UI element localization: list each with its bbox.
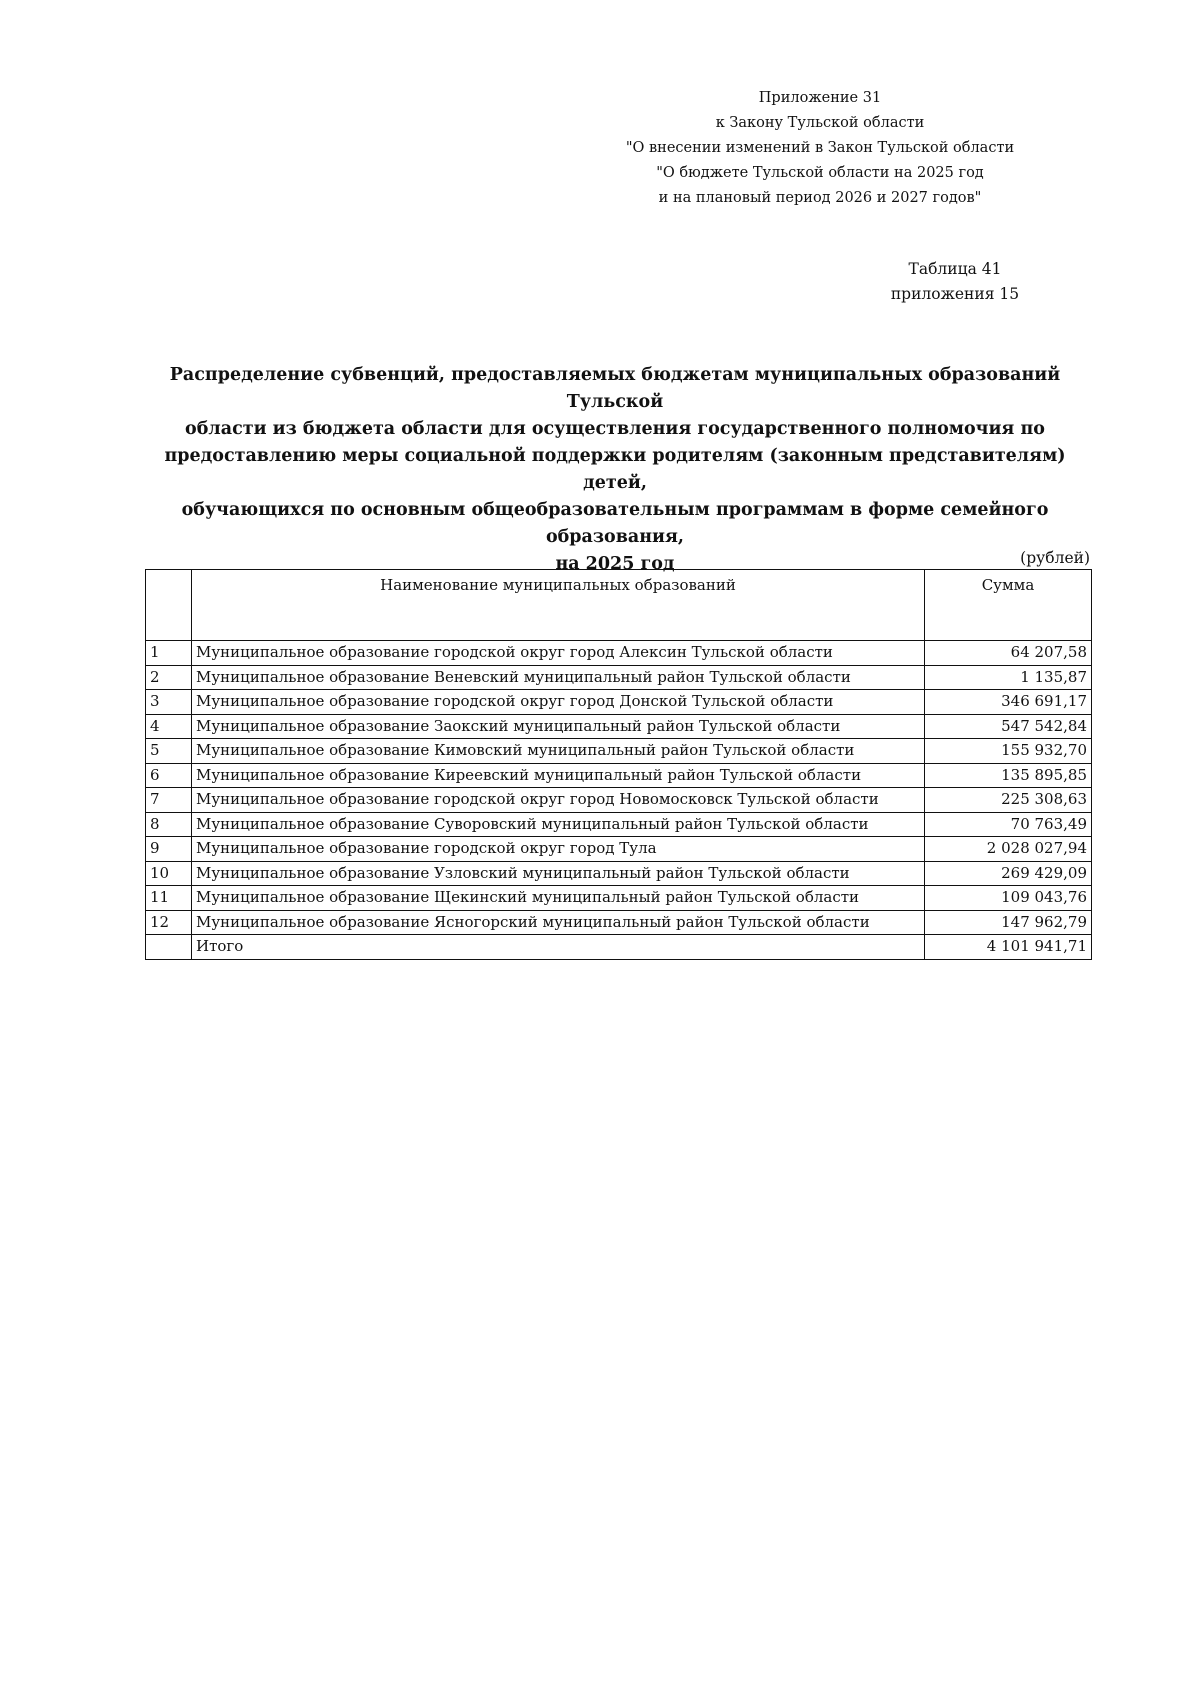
table-row: [146, 763, 1092, 788]
row-sum: 155 932,70: [925, 739, 1092, 764]
row-number: 11: [146, 886, 192, 911]
row-number: 9: [146, 837, 192, 862]
appendix-line-5: и на плановый период 2026 и 2027 годов": [658, 190, 982, 206]
row-name: Муниципальное образование Щекинский муниципальный район Тульской области: [192, 886, 925, 911]
row-name: Муниципальное образование городской округ город Новомосковск Тульской области: [192, 788, 925, 813]
row-number: 8: [146, 812, 192, 837]
header-sum: Сумма: [925, 570, 1092, 641]
row-name: Муниципальное образование Киреевский муниципальный район Тульской области: [192, 763, 925, 788]
row-sum: 1 135,87: [925, 665, 1092, 690]
table-ref-line-1: Таблица 41: [908, 260, 1002, 278]
title-line-3: предоставлению меры социальной поддержки родителям (законным представителям) детей,: [164, 446, 1066, 493]
row-sum: 135 895,85: [925, 763, 1092, 788]
table-row: [146, 641, 1092, 666]
table-total-row: [146, 935, 1092, 960]
row-sum: 64 207,58: [925, 641, 1092, 666]
row-name: Муниципальное образование Заокский муниципальный район Тульской области: [192, 714, 925, 739]
total-sum: 4 101 941,71: [925, 935, 1092, 960]
row-sum: 547 542,84: [925, 714, 1092, 739]
table-row: [146, 788, 1092, 813]
table-row: [146, 910, 1092, 935]
table-row: [146, 665, 1092, 690]
row-sum: 225 308,63: [925, 788, 1092, 813]
header-name: Наименование муниципальных образований: [192, 570, 925, 641]
header-number: [146, 570, 192, 641]
table-row: [146, 812, 1092, 837]
title-line-5: на 2025 год: [555, 554, 675, 574]
row-sum: 147 962,79: [925, 910, 1092, 935]
row-number: 12: [146, 910, 192, 935]
row-name: Муниципальное образование Суворовский муниципальный район Тульской области: [192, 812, 925, 837]
table-row: [146, 861, 1092, 886]
total-number: [146, 935, 192, 960]
appendix-header: [560, 86, 1080, 211]
row-name: Муниципальное образование Веневский муниципальный район Тульской области: [192, 665, 925, 690]
row-sum: 346 691,17: [925, 690, 1092, 715]
row-name: Муниципальное образование Ясногорский муниципальный район Тульской области: [192, 910, 925, 935]
table-row: [146, 837, 1092, 862]
table-ref-line-2: приложения 15: [890, 285, 1020, 303]
row-name: Муниципальное образование городской округ город Алексин Тульской области: [192, 641, 925, 666]
row-name: Муниципальное образование Кимовский муниципальный район Тульской области: [192, 739, 925, 764]
row-number: 10: [146, 861, 192, 886]
row-name: Муниципальное образование городской округ город Донской Тульской области: [192, 690, 925, 715]
row-sum: 2 028 027,94: [925, 837, 1092, 862]
subvention-table: [145, 569, 1092, 960]
table-row: [146, 714, 1092, 739]
appendix-line-1: Приложение 31: [758, 90, 882, 106]
row-number: 5: [146, 739, 192, 764]
title-line-4: обучающихся по основным общеобразовательным программам в форме семейного образования,: [181, 500, 1049, 547]
table-row: [146, 690, 1092, 715]
row-number: 7: [146, 788, 192, 813]
title-line-1: Распределение субвенций, предоставляемых бюджетам муниципальных образований Тульской: [169, 365, 1061, 412]
row-sum: 70 763,49: [925, 812, 1092, 837]
appendix-line-4: "О бюджете Тульской области на 2025 год: [656, 165, 984, 181]
row-name: Муниципальное образование городской округ город Тула: [192, 837, 925, 862]
row-sum: 109 043,76: [925, 886, 1092, 911]
row-name: Муниципальное образование Узловский муниципальный район Тульской области: [192, 861, 925, 886]
total-label: Итого: [192, 935, 925, 960]
table-row: [146, 739, 1092, 764]
title-line-2: области из бюджета области для осуществления государственного полномочия по: [185, 419, 1045, 439]
document-title: [140, 362, 1090, 578]
row-number: 3: [146, 690, 192, 715]
row-number: 1: [146, 641, 192, 666]
row-number: 6: [146, 763, 192, 788]
row-number: 2: [146, 665, 192, 690]
table-header-row: [146, 570, 1092, 641]
appendix-line-2: к Закону Тульской области: [715, 115, 925, 131]
units-label: (рублей): [1020, 549, 1090, 567]
table-row: [146, 886, 1092, 911]
row-sum: 269 429,09: [925, 861, 1092, 886]
row-number: 4: [146, 714, 192, 739]
table-reference: [860, 257, 1050, 307]
appendix-line-3: "О внесении изменений в Закон Тульской области: [625, 140, 1015, 156]
